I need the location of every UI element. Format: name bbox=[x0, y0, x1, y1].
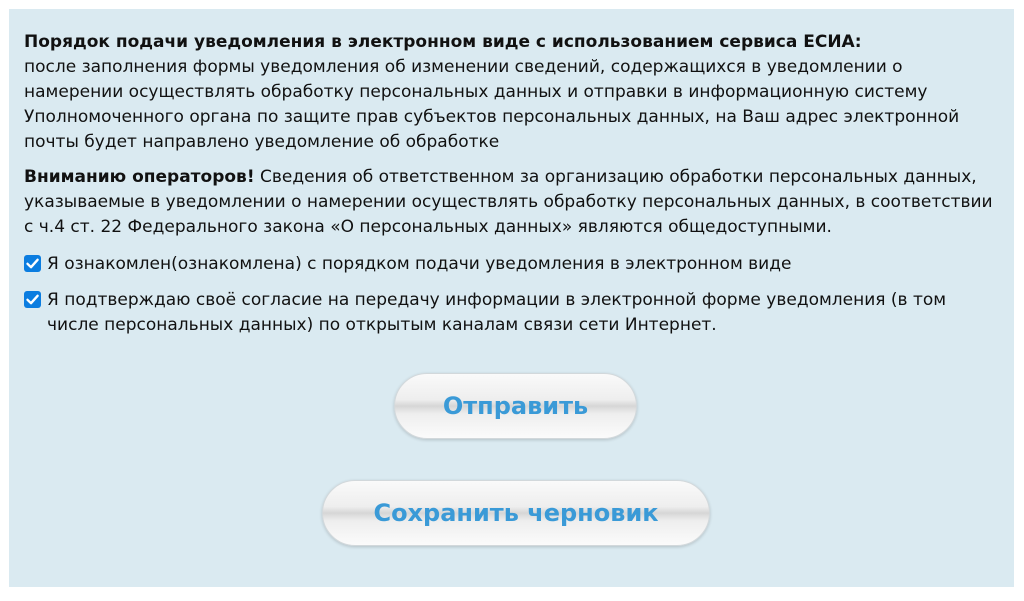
acknowledge-row bbox=[24, 252, 999, 277]
operators-notice-label: Вниманию операторов! bbox=[24, 167, 255, 187]
consent-checkbox[interactable] bbox=[24, 291, 41, 308]
acknowledge-label[interactable]: Я ознакомлен(ознакомлена) с порядком подачи уведомления в электронном виде bbox=[47, 254, 792, 274]
consent-label[interactable]: Я подтверждаю своё согласие на передачу информации в электронной форме уведомления (в том числе персональных данных) по открытым каналам связи сети Интернет. bbox=[47, 290, 947, 335]
operators-notice bbox=[24, 165, 999, 240]
operators-notice-text: Сведения об ответственном за организацию обработки персональных данных, указываемые в уведомлении о намерении осуществлять обработку персональных данных, в соответствии с ч.4 ст. 22 Федерального закона «О персональных данных» являются общедоступными. bbox=[24, 167, 993, 237]
submit-button[interactable]: Отправить bbox=[394, 373, 637, 439]
acknowledge-checkbox[interactable] bbox=[24, 255, 41, 272]
consent-row bbox=[24, 288, 999, 338]
procedure-text: после заполнения формы уведомления об изменении сведений, содержащихся в уведомлении о намерении осуществлять обработку персональных данных и отправки в информационную систему Уполномоченного органа по защите прав субъектов персональных данных, на Ваш адрес электронной почты будет направлено уведомление об обработке bbox=[24, 57, 960, 152]
procedure-section bbox=[24, 30, 999, 155]
checkmark-icon bbox=[24, 255, 41, 272]
checkmark-icon bbox=[24, 291, 41, 308]
save-draft-button[interactable]: Сохранить черновик bbox=[322, 480, 710, 546]
procedure-heading: Порядок подачи уведомления в электронном виде с использованием сервиса ЕСИА: bbox=[24, 32, 862, 52]
notification-panel bbox=[9, 9, 1014, 587]
